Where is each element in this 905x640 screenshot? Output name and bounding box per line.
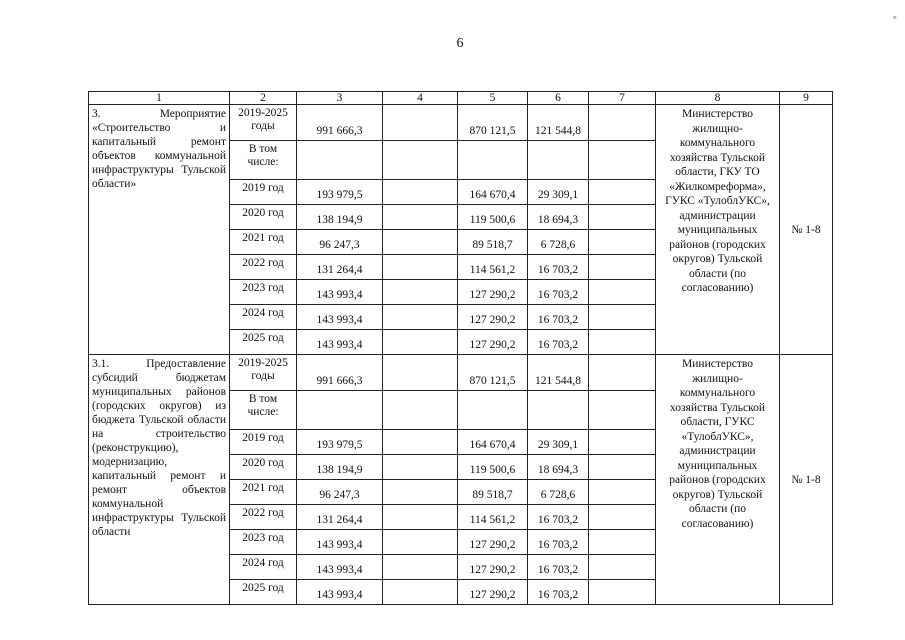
federal-amount-cell	[383, 555, 458, 580]
period-cell: 2020 год	[230, 455, 297, 480]
total-amount-cell	[297, 391, 383, 430]
federal-amount-cell	[383, 505, 458, 530]
municipal-amount-cell: 16 703,2	[528, 255, 589, 280]
municipal-amount-cell: 16 703,2	[528, 580, 589, 605]
federal-amount-cell	[383, 455, 458, 480]
federal-amount-cell	[383, 230, 458, 255]
regional-amount-cell: 119 500,6	[458, 205, 528, 230]
regional-amount-cell: 114 561,2	[458, 255, 528, 280]
total-amount-cell: 143 993,4	[297, 280, 383, 305]
municipal-amount-cell: 121 544,8	[528, 355, 589, 391]
extra-amount-cell	[589, 230, 656, 255]
total-amount-cell: 96 247,3	[297, 230, 383, 255]
extra-amount-cell	[589, 355, 656, 391]
federal-amount-cell	[383, 580, 458, 605]
extra-amount-cell	[589, 141, 656, 180]
total-amount-cell: 131 264,4	[297, 505, 383, 530]
indicator-ref-cell: № 1-8	[780, 105, 833, 355]
header-cell-6: 6	[528, 92, 589, 105]
regional-amount-cell: 127 290,2	[458, 555, 528, 580]
total-amount-cell: 991 666,3	[297, 355, 383, 391]
municipal-amount-cell: 6 728,6	[528, 480, 589, 505]
total-amount-cell: 143 993,4	[297, 580, 383, 605]
regional-amount-cell	[458, 141, 528, 180]
extra-amount-cell	[589, 330, 656, 355]
regional-amount-cell: 127 290,2	[458, 330, 528, 355]
municipal-amount-cell: 6 728,6	[528, 230, 589, 255]
period-cell: 2021 год	[230, 480, 297, 505]
period-cell: 2025 год	[230, 580, 297, 605]
header-cell-5: 5	[458, 92, 528, 105]
total-amount-cell: 991 666,3	[297, 105, 383, 141]
federal-amount-cell	[383, 141, 458, 180]
header-cell-7: 7	[589, 92, 656, 105]
header-cell-8: 8	[656, 92, 780, 105]
municipal-amount-cell: 16 703,2	[528, 330, 589, 355]
period-cell: 2021 год	[230, 230, 297, 255]
period-cell: В том числе:	[230, 141, 297, 180]
federal-amount-cell	[383, 205, 458, 230]
total-amount-cell: 131 264,4	[297, 255, 383, 280]
header-cell-9: 9	[780, 92, 833, 105]
regional-amount-cell: 114 561,2	[458, 505, 528, 530]
total-amount-cell: 96 247,3	[297, 480, 383, 505]
federal-amount-cell	[383, 480, 458, 505]
period-cell: 2024 год	[230, 555, 297, 580]
municipal-amount-cell: 16 703,2	[528, 555, 589, 580]
margin-marks: ▪	[892, 10, 897, 24]
federal-amount-cell	[383, 391, 458, 430]
header-cell-4: 4	[383, 92, 458, 105]
extra-amount-cell	[589, 580, 656, 605]
period-cell: В том числе:	[230, 391, 297, 430]
table-row	[89, 105, 833, 141]
regional-amount-cell: 164 670,4	[458, 430, 528, 455]
regional-amount-cell: 164 670,4	[458, 180, 528, 205]
regional-amount-cell: 89 518,7	[458, 480, 528, 505]
municipal-amount-cell: 16 703,2	[528, 280, 589, 305]
regional-amount-cell: 127 290,2	[458, 305, 528, 330]
period-cell: 2024 год	[230, 305, 297, 330]
header-cell-3: 3	[297, 92, 383, 105]
extra-amount-cell	[589, 205, 656, 230]
period-cell: 2019-2025 годы	[230, 105, 297, 141]
period-cell: 2022 год	[230, 505, 297, 530]
municipal-amount-cell: 121 544,8	[528, 105, 589, 141]
regional-amount-cell: 127 290,2	[458, 530, 528, 555]
period-cell: 2019-2025 годы	[230, 355, 297, 391]
regional-amount-cell: 870 121,5	[458, 105, 528, 141]
extra-amount-cell	[589, 530, 656, 555]
executor-cell: Министерство жилищно-коммунального хозяйства Тульской области, ГКУ ТО «Жилкомреформа», ГУКС «ТулоблУКС», администрации муниципальных районов (городских округов) Тульской области (по согласованию)	[656, 105, 780, 355]
executor-cell: Министерство жилищно-коммунального хозяйства Тульской области, ГУКС «ТулоблУКС», администрации муниципальных районов (городских округов) Тульской области (по согласованию)	[656, 355, 780, 605]
extra-amount-cell	[589, 255, 656, 280]
municipal-amount-cell	[528, 391, 589, 430]
indicator-ref-cell: № 1-8	[780, 355, 833, 605]
table-row	[89, 355, 833, 391]
total-amount-cell: 138 194,9	[297, 205, 383, 230]
municipal-amount-cell	[528, 141, 589, 180]
total-amount-cell: 193 979,5	[297, 180, 383, 205]
extra-amount-cell	[589, 505, 656, 530]
regional-amount-cell	[458, 391, 528, 430]
period-cell: 2019 год	[230, 430, 297, 455]
federal-amount-cell	[383, 305, 458, 330]
header-cell-2: 2	[230, 92, 297, 105]
period-cell: 2022 год	[230, 255, 297, 280]
measure-description: 3. Мероприятие «Строительство и капитальный ремонт объектов коммунальной инфраструктуры Тульской области»	[89, 105, 230, 355]
extra-amount-cell	[589, 180, 656, 205]
regional-amount-cell: 119 500,6	[458, 455, 528, 480]
federal-amount-cell	[383, 355, 458, 391]
period-cell: 2025 год	[230, 330, 297, 355]
regional-amount-cell: 89 518,7	[458, 230, 528, 255]
municipal-amount-cell: 18 694,3	[528, 455, 589, 480]
total-amount-cell	[297, 141, 383, 180]
regional-amount-cell: 127 290,2	[458, 580, 528, 605]
period-cell: 2023 год	[230, 280, 297, 305]
total-amount-cell: 143 993,4	[297, 530, 383, 555]
federal-amount-cell	[383, 430, 458, 455]
federal-amount-cell	[383, 330, 458, 355]
municipal-amount-cell: 18 694,3	[528, 205, 589, 230]
extra-amount-cell	[589, 105, 656, 141]
measure-description: 3.1. Предоставление субсидий бюджетам муниципальных районов (городских округов) из бюджета Тульской области на строительство (реконструкцию), модернизацию, капитальный ремонт и ремонт объектов коммунальной инфраструктуры Тульской области	[89, 355, 230, 605]
total-amount-cell: 143 993,4	[297, 330, 383, 355]
extra-amount-cell	[589, 480, 656, 505]
extra-amount-cell	[589, 455, 656, 480]
extra-amount-cell	[589, 280, 656, 305]
federal-amount-cell	[383, 255, 458, 280]
total-amount-cell: 143 993,4	[297, 555, 383, 580]
extra-amount-cell	[589, 430, 656, 455]
municipal-amount-cell: 16 703,2	[528, 305, 589, 330]
period-cell: 2020 год	[230, 205, 297, 230]
extra-amount-cell	[589, 305, 656, 330]
federal-amount-cell	[383, 105, 458, 141]
total-amount-cell: 143 993,4	[297, 305, 383, 330]
federal-amount-cell	[383, 180, 458, 205]
municipal-amount-cell: 29 309,1	[528, 180, 589, 205]
municipal-amount-cell: 16 703,2	[528, 505, 589, 530]
total-amount-cell: 193 979,5	[297, 430, 383, 455]
period-cell: 2019 год	[230, 180, 297, 205]
total-amount-cell: 138 194,9	[297, 455, 383, 480]
municipal-amount-cell: 29 309,1	[528, 430, 589, 455]
program-table	[88, 91, 833, 605]
extra-amount-cell	[589, 391, 656, 430]
page-number: 6	[456, 36, 464, 51]
municipal-amount-cell: 16 703,2	[528, 530, 589, 555]
federal-amount-cell	[383, 530, 458, 555]
header-row	[89, 92, 833, 105]
period-cell: 2023 год	[230, 530, 297, 555]
regional-amount-cell: 127 290,2	[458, 280, 528, 305]
header-cell-1: 1	[89, 92, 230, 105]
regional-amount-cell: 870 121,5	[458, 355, 528, 391]
extra-amount-cell	[589, 555, 656, 580]
federal-amount-cell	[383, 280, 458, 305]
